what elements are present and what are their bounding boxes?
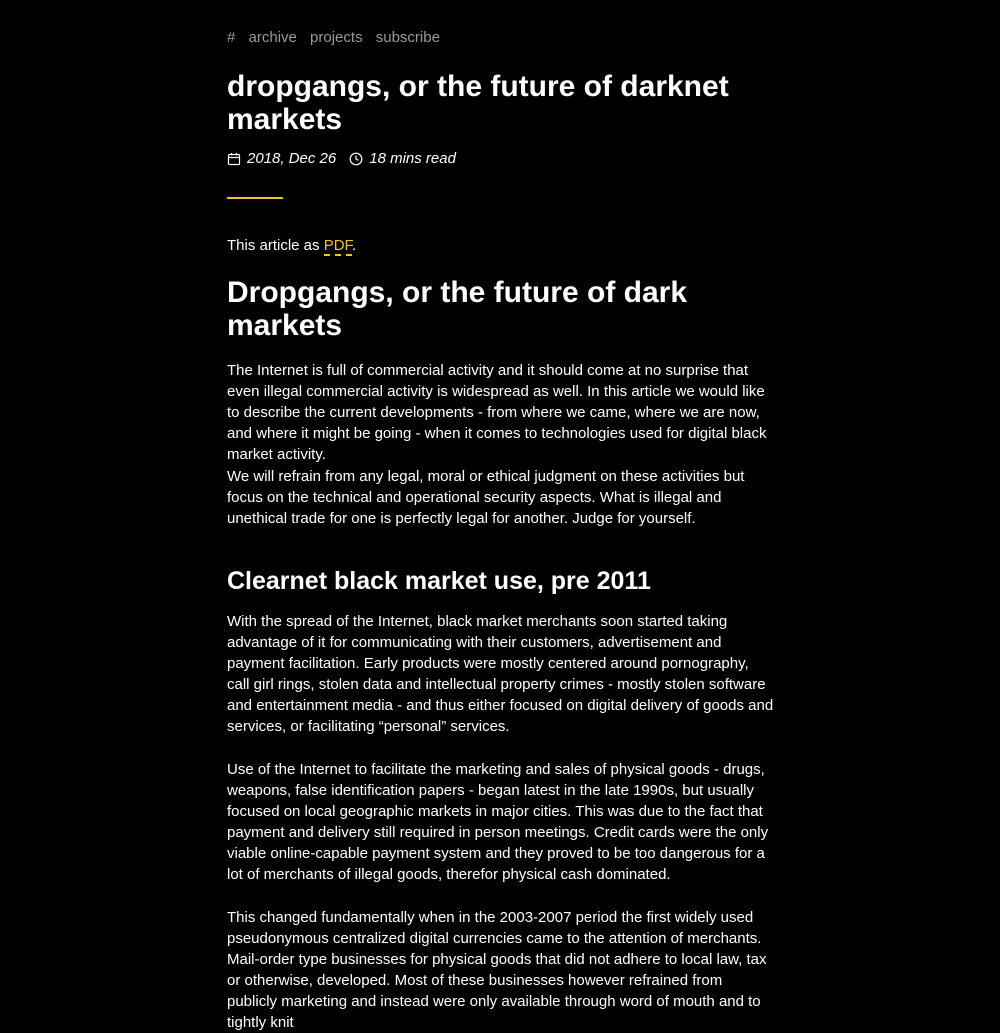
nav-home-link[interactable]: # xyxy=(227,29,236,46)
nav-subscribe-link[interactable]: subscribe xyxy=(375,29,440,46)
clock-icon xyxy=(349,152,369,166)
top-nav xyxy=(227,29,449,46)
pdf-intro xyxy=(227,235,356,256)
read-time: 18 mins read xyxy=(369,150,456,167)
nav-projects-link[interactable]: projects xyxy=(310,29,363,46)
paragraph: We will refrain from any legal, moral or ethical judgment on these activities but focus on the technical and operational security aspects. What is illegal and unethical trade for one is perfectly legal for another. Judge for yourself. xyxy=(227,468,745,527)
post-date: 2018, Dec 26 xyxy=(247,150,337,167)
paragraph: Use of the Internet to facilitate the marketing and sales of physical goods - drugs, weapons, false identification papers - began latest in the late 1990s, but usually focused on local geographic markets in major cities. This was due to the fact that payment and delivery still required in person meetings. Credit cards were the only viable online-capable payment system and they proved to be too dangerous for a lot of merchants of illegal goods, therefor physical cash dominated. xyxy=(227,761,769,883)
pdf-intro-suffix: . xyxy=(352,237,357,254)
paragraph: The Internet is full of commercial activity and it should come at no surprise that even illegal commercial activity is widespread as well. In this article we would like to describe the current developments - from where we came, where we are now, and where it might be going - when it comes to technologies used for digital black market activity. xyxy=(227,362,767,463)
paragraph: With the spread of the Internet, black market merchants soon started taking advantage of it for communicating with their customers, advertisement and payment facilitation. Early products were mostly centered around pornography, call girl rings, stolen data and intellectual property crimes - mostly stolen software and entertainment media - and thus either focused on digital delivery of goods and services, or facilitating “personal” services. xyxy=(227,613,774,735)
nav-archive-link[interactable]: archive xyxy=(248,29,297,46)
post-meta xyxy=(227,150,456,167)
calendar-icon xyxy=(227,152,247,166)
post-title: dropgangs, or the future of darknet markets xyxy=(227,70,729,136)
article-heading: Dropgangs, or the future of dark markets xyxy=(227,276,688,342)
pdf-intro-prefix: This article as xyxy=(227,237,324,254)
pdf-link[interactable]: PDF xyxy=(323,237,353,254)
paragraph: This changed fundamentally when in the 2003-2007 period the first widely used pseudonymous centralized digital currencies came to the attention of merchants. Mail-order type businesses for physical goods that did not adhere to local law, tax or otherwise, developed. Most of these businesses however refrained from publicly marketing and instead were only available through word of mouth and to tightly knit xyxy=(227,909,767,1031)
section-heading: Clearnet black market use, pre 2011 xyxy=(227,567,651,595)
accent-divider xyxy=(227,197,283,199)
